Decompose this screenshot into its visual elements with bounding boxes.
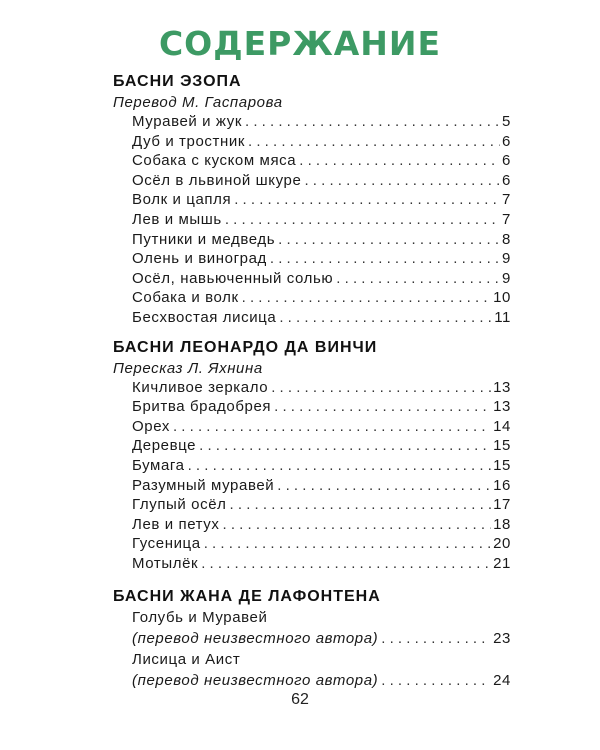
section-aesop [113, 70, 511, 328]
toc-entry[interactable] [113, 476, 511, 496]
entry-title: Дуб и тростник [132, 132, 246, 150]
toc-entry[interactable] [113, 515, 511, 535]
entry-page: 14 [493, 417, 511, 435]
entry-list [113, 112, 511, 328]
dot-leader [336, 269, 500, 289]
toc-entry[interactable] [113, 288, 511, 308]
toc-entry[interactable] [113, 534, 511, 554]
toc-entry[interactable] [113, 456, 511, 476]
entry-title: Разумный муравей [132, 476, 275, 494]
dot-leader [271, 378, 491, 398]
toc-entry[interactable] [113, 112, 511, 132]
entry-page: 9 [502, 269, 511, 287]
entry-list [113, 608, 511, 691]
entry-page: 13 [493, 378, 511, 396]
entry-title: Бесхвостая лисица [132, 308, 277, 326]
entry-line [132, 628, 511, 650]
entry-page: 10 [493, 289, 511, 307]
entry-title: Орех [132, 417, 170, 435]
dot-leader [245, 112, 500, 132]
entry-page: 21 [493, 554, 511, 572]
dot-leader [277, 476, 491, 496]
entry-page: 6 [502, 171, 511, 189]
dot-leader [173, 417, 491, 437]
toc-entry[interactable] [113, 436, 511, 456]
entry-title: Лев и мышь [132, 210, 222, 228]
entry-page: 16 [493, 476, 511, 494]
entry-page: 15 [493, 456, 511, 474]
toc-entry[interactable] [113, 171, 511, 191]
section-lafontaine [113, 585, 511, 691]
dot-leader [381, 628, 491, 650]
entry-title: Осёл в львиной шкуре [132, 171, 302, 189]
entry-title: Муравей и жук [132, 113, 242, 130]
section-heading: БАСНИ ЛЕОНАРДО ДА ВИНЧИ [113, 338, 378, 356]
entry-title: Олень и виноград [132, 250, 267, 268]
entry-page: 6 [502, 132, 511, 150]
dot-leader [199, 436, 491, 456]
entry-title: Бумага [132, 456, 185, 474]
dot-leader [299, 151, 500, 171]
page-title: СОДЕРЖАНИЕ [158, 24, 442, 63]
toc-entry[interactable] [113, 308, 511, 328]
entry-title: Мотылёк [132, 554, 199, 572]
entry-title: Лисица и Аист [132, 651, 241, 669]
table-of-contents [113, 70, 511, 692]
dot-leader [201, 554, 491, 574]
dot-leader [242, 288, 491, 308]
entry-title: Собака с куском мяса [132, 152, 297, 170]
entry-title: Лев и петух [132, 515, 220, 533]
toc-entry[interactable] [113, 210, 511, 230]
entry-title: Волк и цапля [132, 191, 232, 209]
toc-entry[interactable] [113, 397, 511, 417]
toc-entry[interactable] [113, 230, 511, 250]
dot-leader [274, 397, 491, 417]
entry-translator-note: (перевод неизвестного автора) [132, 630, 379, 648]
entry-title: Бритва брадобрея [132, 398, 272, 416]
entry-page: 7 [502, 210, 511, 228]
toc-entry[interactable] [113, 151, 511, 171]
toc-entry[interactable] [113, 495, 511, 515]
toc-entry[interactable] [113, 378, 511, 398]
toc-entry[interactable] [113, 269, 511, 289]
section-translator: Перевод М. Гаспарова [113, 94, 283, 111]
entry-page: 9 [502, 250, 511, 268]
entry-title: Собака и волк [132, 289, 239, 307]
entry-line [132, 670, 511, 692]
dot-leader [225, 210, 500, 230]
entry-page: 11 [494, 308, 511, 326]
dot-leader [270, 249, 500, 269]
toc-entry[interactable] [113, 132, 511, 152]
dot-leader [279, 308, 492, 328]
toc-entry[interactable] [113, 554, 511, 574]
entry-title: Гусеница [132, 535, 201, 553]
entry-translator-note: (перевод неизвестного автора) [132, 671, 379, 689]
toc-entry[interactable] [113, 190, 511, 210]
entry-page: 13 [493, 398, 511, 416]
section-heading: БАСНИ ЖАНА ДЕ ЛАФОНТЕНА [113, 588, 381, 606]
dot-leader [188, 456, 492, 476]
dot-leader [230, 495, 492, 515]
entry-title: Кичливое зеркало [132, 378, 269, 396]
section-heading: БАСНИ ЭЗОПА [113, 73, 242, 90]
entry-title: Голубь и Муравей [132, 609, 268, 627]
dot-leader [248, 132, 500, 152]
dot-leader [304, 171, 500, 191]
entry-title: Глупый осёл [132, 496, 227, 514]
entry-page: 20 [493, 535, 511, 553]
entry-page: 23 [493, 630, 511, 648]
dot-leader [234, 190, 500, 210]
toc-entry[interactable] [113, 608, 511, 650]
dot-leader [278, 230, 500, 250]
toc-entry[interactable] [113, 650, 511, 692]
section-leonardo [113, 336, 511, 574]
entry-page: 5 [502, 113, 511, 130]
dot-leader [204, 534, 491, 554]
entry-page: 6 [502, 152, 511, 170]
entry-page: 15 [493, 437, 511, 455]
entry-page: 17 [493, 496, 511, 514]
entry-list [113, 378, 511, 574]
entry-page: 24 [493, 671, 511, 689]
dot-leader [222, 515, 491, 535]
entry-page: 7 [502, 191, 511, 209]
section-translator: Пересказ Л. Яхнина [113, 359, 263, 377]
entry-page: 8 [502, 230, 511, 248]
entry-page: 18 [493, 515, 511, 533]
dot-leader [381, 670, 491, 692]
page-number: 62 [291, 691, 309, 708]
toc-entry[interactable] [113, 249, 511, 269]
entry-title: Осёл, навьюченный солью [132, 269, 334, 287]
entry-title: Деревце [132, 437, 197, 455]
toc-entry[interactable] [113, 417, 511, 437]
entry-title: Путники и медведь [132, 230, 276, 248]
